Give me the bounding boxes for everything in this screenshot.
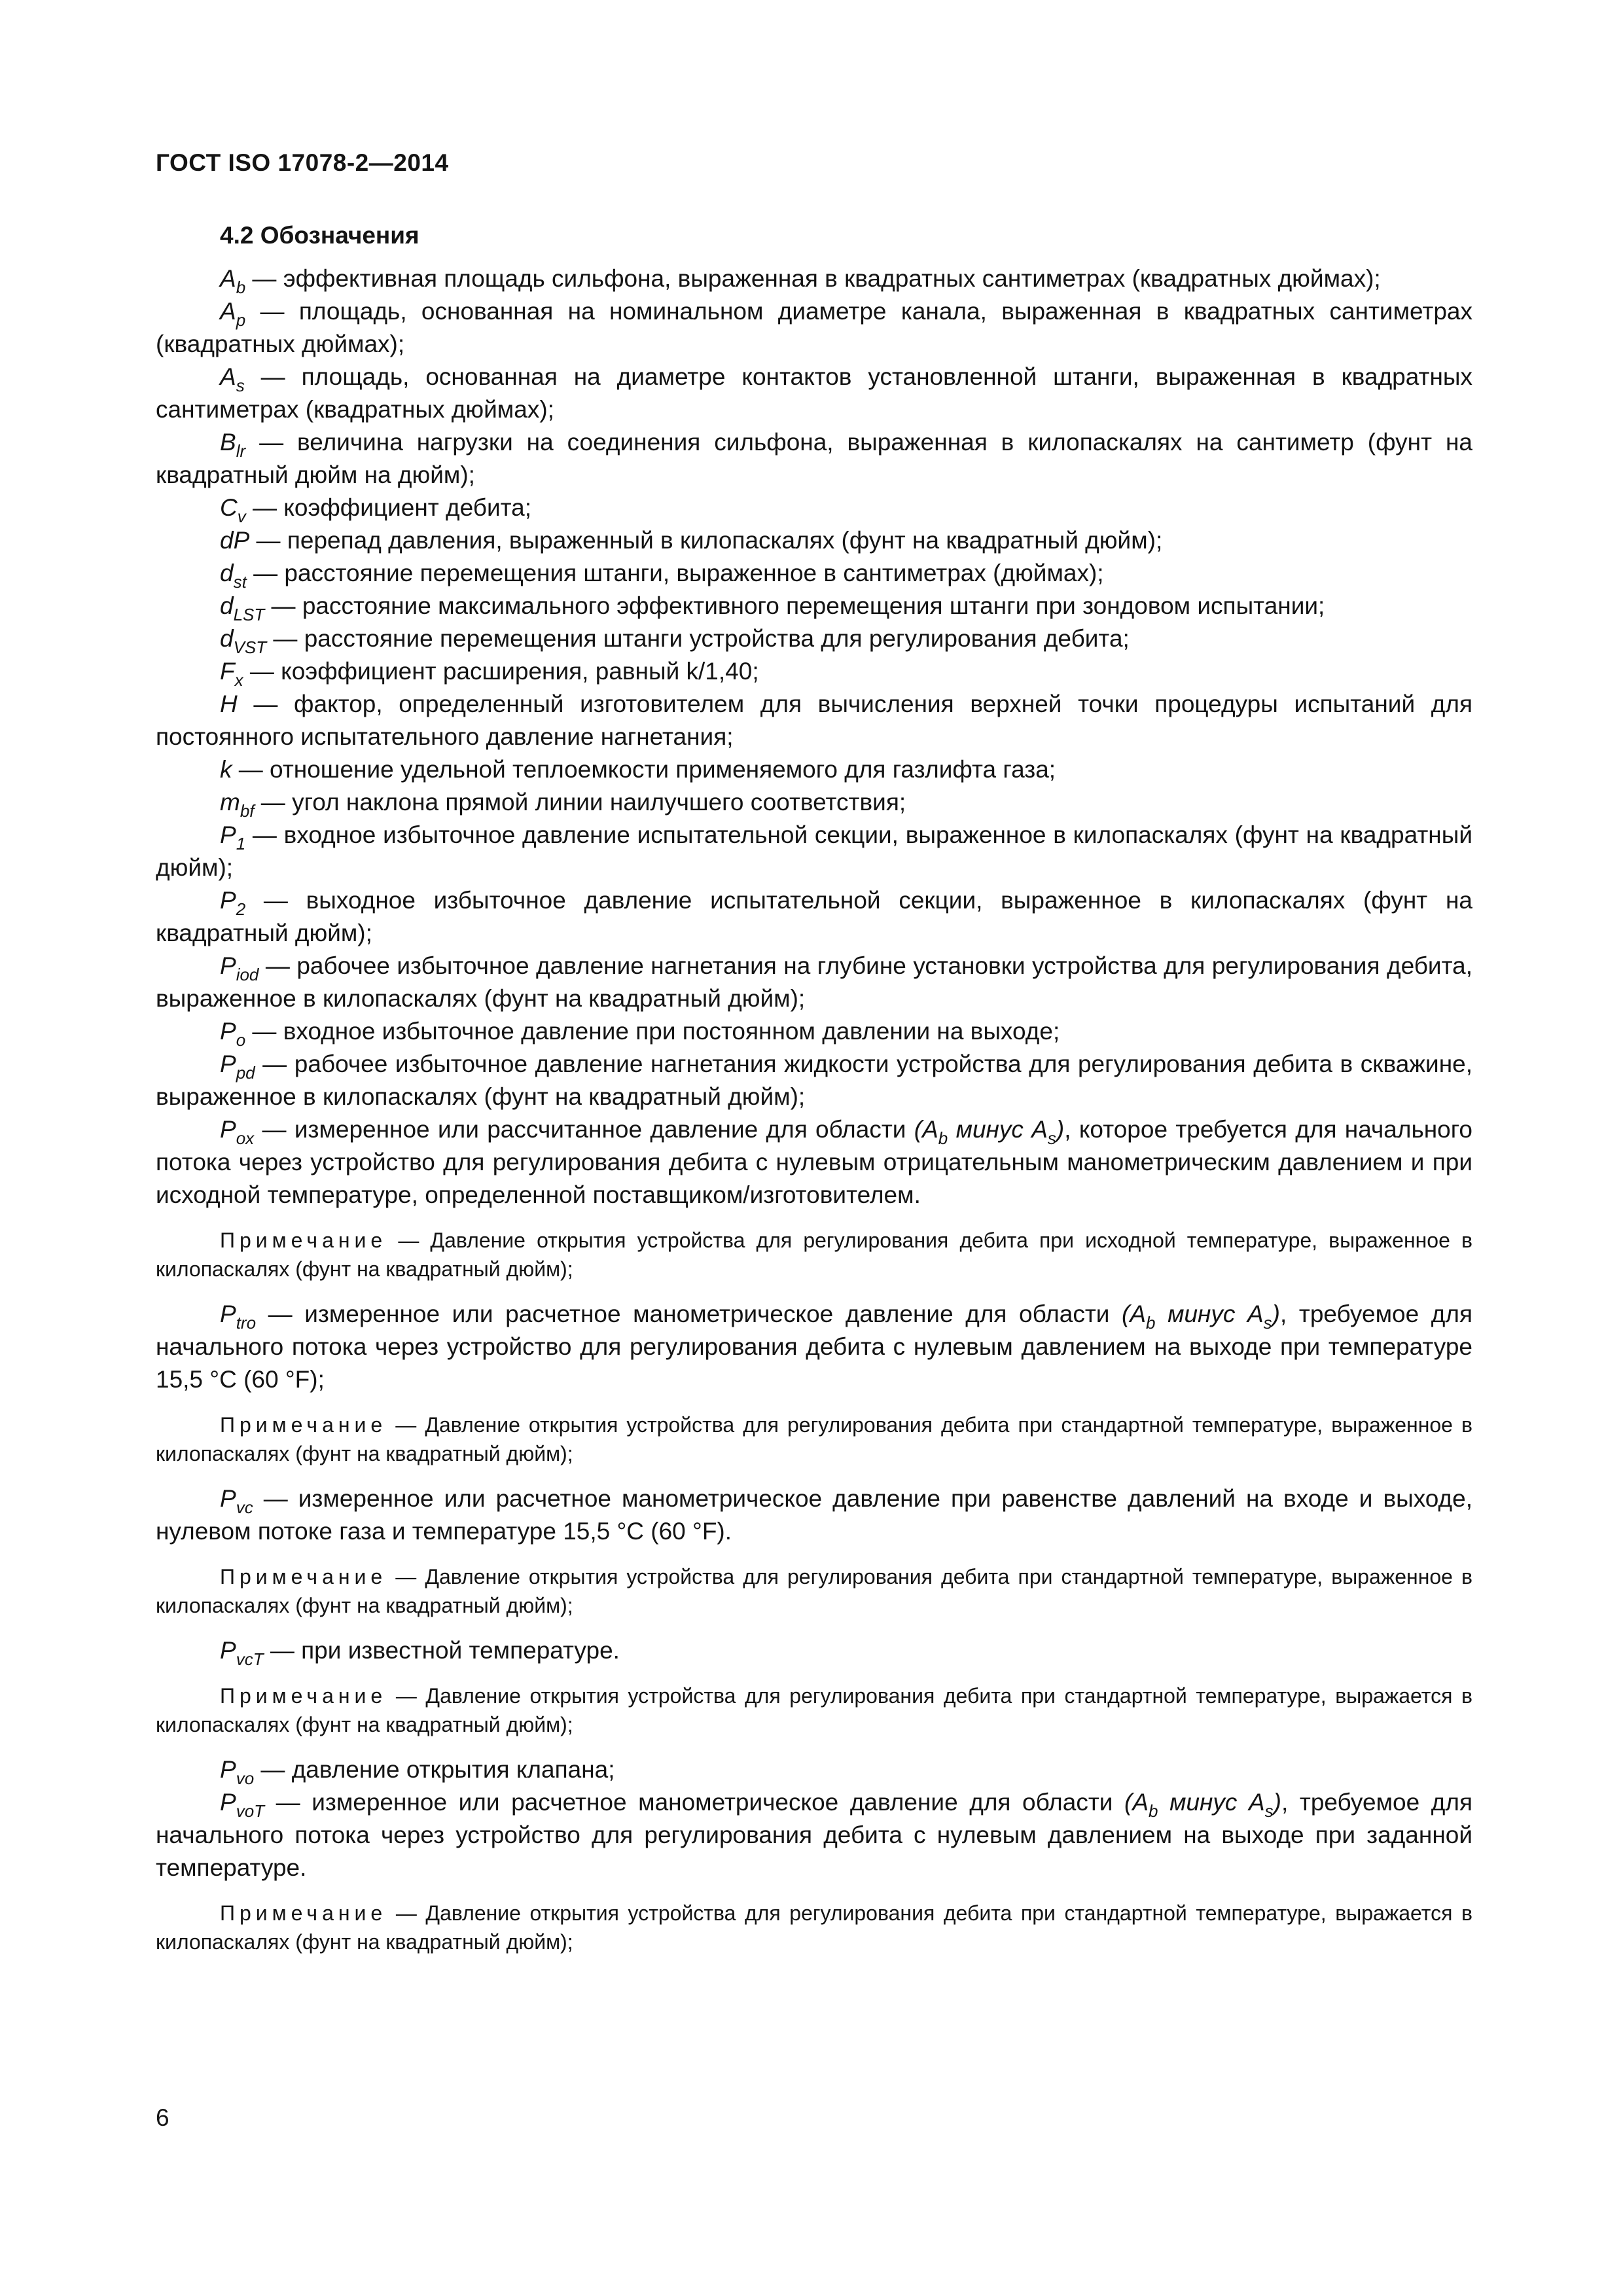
definition-symbol: $P_o$: [220, 1018, 246, 1050]
definition-symbol: $d_{LST}$: [220, 592, 265, 624]
definition-item: [156, 524, 1472, 557]
definition-symbol: $A_p$: [220, 298, 246, 330]
definition-text: — величина нагрузки на соединения сильфона, выраженная в килопаскалях на сантиметр (фунт на квадратный дюйм на дюйм);: [156, 429, 1472, 488]
definition-text: — перепад давления, выраженный в килопаскалях (фунт на квадратный дюйм);: [249, 527, 1163, 554]
definition-text: — фактор, определенный изготовителем для вычисления верхней точки процедуры испытаний для постоянного испытательного давление нагнетания;: [156, 691, 1472, 750]
note-1: Примечание — Давление открытия устройства для регулирования дебита при исходной температуре, выраженное в килопаскалях (фунт на квадратный дюйм);: [156, 1229, 1472, 1281]
definition-symbol: $A_s$: [220, 363, 245, 395]
definition-pox: $P_{ox}$ — измеренное или рассчитанное давление для области ($A_b$ минус $A_s$), которое требуется для начального потока через устройство для регулирования дебита с нулевым отрицательным манометрическим давлением и при исходной температуре, определенной поставщиком/изготовителем.: [156, 1116, 1472, 1208]
definition-symbol: $d_{VST}$: [220, 625, 267, 657]
note-4: Примечание — Давление открытия устройства для регулирования дебита при стандартной температуре, выражается в килопаскалях (фунт на квадратный дюйм);: [156, 1684, 1472, 1736]
definition-text: — коэффициент расширения, равный k/1,40;: [243, 658, 759, 685]
definition-item: [156, 492, 1472, 524]
definition-text: — расстояние максимального эффективного перемещения штанги при зондовом испытании;: [264, 592, 1325, 619]
definition-pvot: $P_{voT}$ — измеренное или расчетное манометрическое давление для области ($A_b$ минус $A_s$), требуемое для начального потока через устройство для регулирования дебита с нулевым давлением на выходе при заданной температуре.: [156, 1789, 1472, 1881]
definition-item: [156, 688, 1472, 753]
definition-text: — рабочее избыточное давление нагнетания на глубине установки устройства для регулирования дебита, выраженное в килопаскалях (фунт на квадратный дюйм);: [156, 952, 1472, 1012]
definition-item: [156, 950, 1472, 1015]
definition-symbol: k: [220, 756, 232, 783]
definition-symbol: $P_1$: [220, 821, 246, 853]
definition-item: [156, 557, 1472, 590]
definition-text: — эффективная площадь сильфона, выраженная в квадратных сантиметрах (квадратных дюймах);: [245, 265, 1381, 292]
page-number: 6: [156, 2104, 169, 2131]
definition-text: — расстояние перемещения штанги, выраженное в сантиметрах (дюймах);: [246, 560, 1104, 586]
definition-text: — отношение удельной теплоемкости применяемого для газлифта газа;: [232, 756, 1056, 783]
definition-item: [156, 655, 1472, 688]
definition-item: [156, 295, 1472, 361]
definition-symbol: $P_{pd}$: [220, 1050, 255, 1083]
definition-item: [156, 819, 1472, 884]
definition-pvct: $P_{vcT}$ — при известной температуре.: [220, 1637, 620, 1669]
definition-text: — коэффициент дебита;: [245, 494, 532, 521]
definition-symbol: $C_v$: [220, 494, 246, 526]
definition-symbol: $P_{iod}$: [220, 952, 259, 984]
note-5: Примечание — Давление открытия устройства для регулирования дебита при стандартной температуре, выражается в килопаскалях (фунт на квадратный дюйм);: [156, 1901, 1472, 1954]
note-2: Примечание — Давление открытия устройства для регулирования дебита при стандартной температуре, выраженное в килопаскалях (фунт на квадратный дюйм);: [156, 1413, 1472, 1465]
definition-item: [156, 590, 1472, 622]
note-3: Примечание — Давление открытия устройства для регулирования дебита при стандартной температуре, выраженное в килопаскалях (фунт на квадратный дюйм);: [156, 1565, 1472, 1617]
definition-item: [156, 753, 1472, 786]
definition-item: [156, 426, 1472, 492]
definition-item: [156, 262, 1472, 295]
definition-item: [156, 361, 1472, 426]
definition-item: [156, 1015, 1472, 1048]
document-code-header: ГОСТ ISO 17078-2—2014: [156, 149, 449, 176]
definition-ptro: $P_{tro}$ — измеренное или расчетное манометрическое давление для области ($A_b$ минус $A_s$), требуемое для начального потока через устройство для регулирования дебита с нулевым давлением на выходе при температуре 15,5 °С (60 °F);: [156, 1300, 1472, 1393]
definition-pvc: $P_{vc}$ — измеренное или расчетное манометрическое давление при равенстве давлений на входе и выходе, нулевом потоке газа и температуре 15,5 °С (60 °F).: [156, 1485, 1472, 1545]
definition-text: — площадь, основанная на диаметре контактов установленной штанги, выраженная в квадратных сантиметрах (квадратных дюймах);: [156, 363, 1472, 423]
section-title: 4.2 Обозначения: [220, 222, 419, 249]
definition-item: [156, 622, 1472, 655]
definition-text: — площадь, основанная на номинальном диаметре канала, выраженная в квадратных сантиметрах (квадратных дюймах);: [156, 298, 1472, 357]
definition-item: [156, 884, 1472, 950]
definition-symbol: $F_x$: [220, 658, 243, 690]
definition-item: [156, 786, 1472, 819]
definition-symbol: dP: [220, 527, 250, 554]
definition-text: — входное избыточное давление при постоянном давлении на выходе;: [245, 1018, 1060, 1045]
definition-symbol: $B_{lr}$: [220, 429, 246, 461]
definitions-list: [156, 262, 1472, 1113]
definition-symbol: $P_2$: [220, 887, 246, 919]
definition-text: — расстояние перемещения штанги устройства для регулирования дебита;: [266, 625, 1130, 652]
definition-pvo: $P_{vo}$ — давление открытия клапана;: [220, 1756, 615, 1788]
definition-symbol: $m_{bf}$: [220, 789, 255, 821]
definition-text: — рабочее избыточное давление нагнетания жидкости устройства для регулирования дебита в скважине, выраженное в килопаскалях (фунт на квадратный дюйм);: [156, 1050, 1472, 1110]
definition-symbol: H: [220, 691, 238, 717]
definition-symbol: $A_b$: [220, 265, 246, 297]
definition-text: — входное избыточное давление испытательной секции, выраженное в килопаскалях (фунт на квадратный дюйм);: [156, 821, 1472, 881]
definition-symbol: $d_{st}$: [220, 560, 247, 592]
definition-text: — угол наклона прямой линии наилучшего соответствия;: [254, 789, 906, 816]
definition-item: [156, 1048, 1472, 1113]
definition-text: — выходное избыточное давление испытательной секции, выраженное в килопаскалях (фунт на квадратный дюйм);: [156, 887, 1472, 946]
document-body: [156, 219, 1472, 1971]
